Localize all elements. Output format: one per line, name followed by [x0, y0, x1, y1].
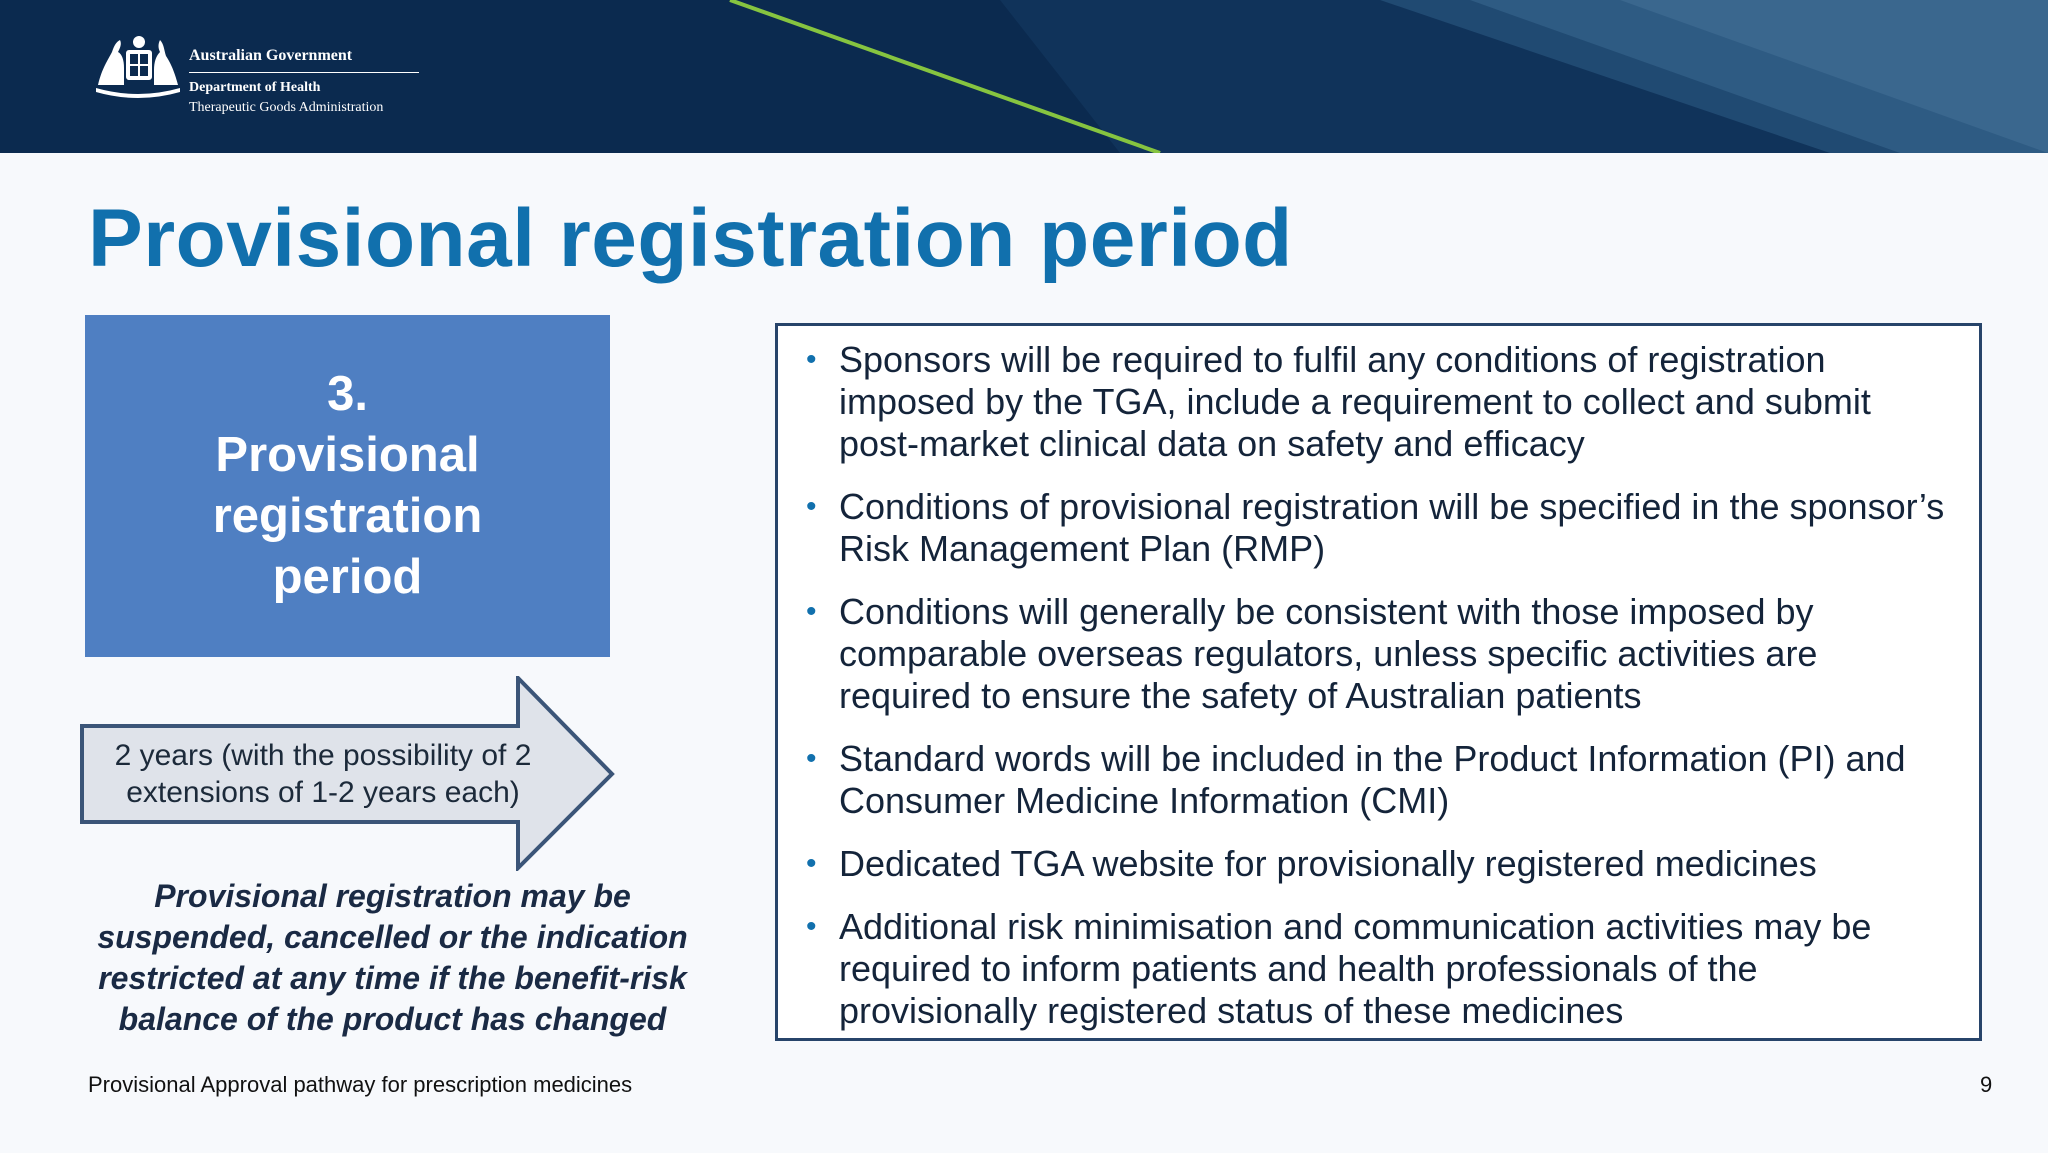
bullet-icon: •	[806, 910, 817, 943]
bullet-icon: •	[806, 343, 817, 376]
duration-line2: extensions of 1-2 years each)	[126, 776, 520, 809]
coat-of-arms-icon	[88, 30, 188, 105]
duration-text	[88, 737, 558, 811]
bullet-text: Dedicated TGA website for provisionally registered medicines	[839, 843, 1817, 884]
list-item	[796, 339, 1959, 465]
step-label-line1: Provisional	[215, 428, 480, 482]
bullet-icon: •	[806, 490, 817, 523]
bullet-text: Sponsors will be required to fulfil any conditions of registration imposed by the TGA, include a requirement to collect and submit post-market clinical data on safety and efficacy	[839, 339, 1871, 464]
bullet-icon: •	[806, 847, 817, 880]
step-box	[85, 315, 610, 657]
government-branding	[189, 48, 419, 115]
step-label-line3: period	[272, 550, 423, 604]
list-item	[796, 843, 1959, 885]
warning-note: Provisional registration may be suspended, cancelled or the indication restricted at any time if the benefit-risk balance of the product has changed	[97, 878, 688, 1037]
bullet-text: Standard words will be included in the Product Information (PI) and Consumer Medicine Information (CMI)	[839, 738, 1906, 821]
duration-line1: 2 years (with the possibility of 2	[114, 739, 532, 772]
bullet-text: Conditions will generally be consistent with those imposed by comparable overseas regulators, unless specific activities are required to ensure the safety of Australian patients	[839, 591, 1818, 716]
list-item	[796, 486, 1959, 570]
step-label-line2: registration	[212, 489, 483, 543]
page-number: 9	[1980, 1072, 1993, 1097]
header-band	[0, 0, 2048, 153]
bullet-text: Additional risk minimisation and communication activities may be required to inform patients and health professionals of the provisionally registered status of these medicines	[839, 906, 1872, 1031]
gov-name: Australian Government	[189, 48, 419, 73]
bullet-icon: •	[806, 595, 817, 628]
list-item	[796, 738, 1959, 822]
step-number: 3.	[327, 367, 368, 421]
conditions-panel	[775, 323, 1982, 1041]
list-item	[796, 591, 1959, 717]
bullet-icon: •	[806, 742, 817, 775]
conditions-list	[778, 326, 1979, 1032]
agency-name: Therapeutic Goods Administration	[189, 100, 384, 115]
footer-text: Provisional Approval pathway for prescription medicines	[88, 1072, 633, 1097]
slide-title: Provisional registration period	[88, 193, 1293, 284]
list-item	[796, 906, 1959, 1032]
bullet-text: Conditions of provisional registration will be specified in the sponsor’s Risk Management Plan (RMP)	[839, 486, 1945, 569]
department-name: Department of Health	[189, 80, 321, 95]
